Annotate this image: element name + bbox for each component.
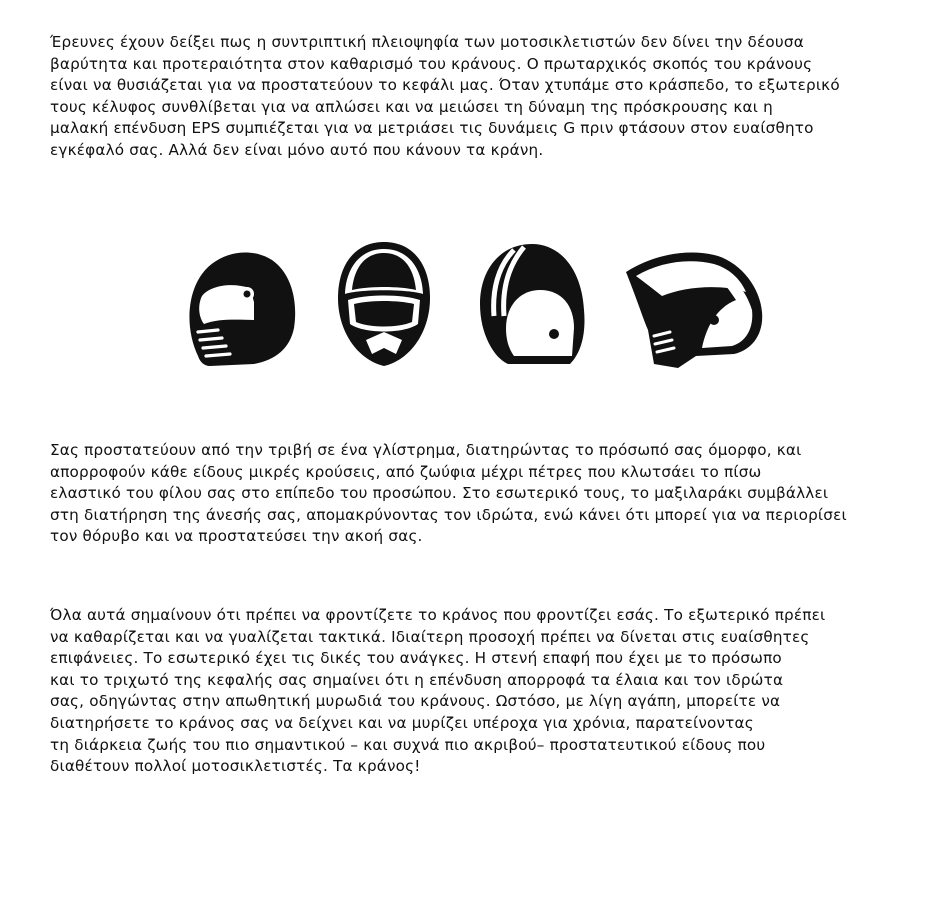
paragraph-line: σας, οδηγώντας στην απωθητική μυρωδιά του κράνους. Ωστόσο, με λίγη αγάπη, μπορείτε να: [50, 692, 781, 711]
paragraph-line: Σας προστατεύουν από την τριβή σε ένα γλίστρημα, διατηρώντας το πρόσωπό σας όμορφο, και: [50, 441, 802, 459]
paragraph-line: να καθαρίζεται και να γυαλίζεται τακτικά. Ιδιαίτερη προσοχή πρέπει να δίνεται στις ευαίσθητες: [50, 627, 810, 646]
paragraph-line: Έρευνες έχουν δείξει πως η συντριπτική πλειοψηφία των μοτοσικλετιστών δεν δίνει την δέουσα: [50, 33, 804, 51]
full-face-helmet-front-icon: [332, 236, 436, 371]
paragraph-line: τους κέλυφος συνθλίβεται για να απλώσει και να μειώσει τη δύναμη της πρόσκρουσης και η: [50, 97, 773, 116]
paragraph-care: [50, 605, 920, 778]
paragraph-line: τον θόρυβο και να προστατεύσει την ακοή σας.: [50, 527, 423, 546]
paragraph-line: ελαστικό του φίλου σας στο επίπεδο του προσώπου. Στο εσωτερικό τους, το μαξιλαράκι συμβάλλει: [50, 484, 829, 503]
paragraph-protection: [50, 440, 920, 548]
paragraph-line: στη διατήρηση της άνεσής σας, απομακρύνοντας τον ιδρώτα, ενώ κάνει ότι μπορεί για να περιορίσει: [50, 505, 847, 524]
paragraph-line: βαρύτητα και προτεραιότητα στον καθαρισμό του κράνους. Ο πρωταρχικός σκοπός του κράνους: [50, 54, 813, 73]
paragraph-line: είναι να θυσιάζεται για να προστατεύουν το κεφάλι μας. Όταν χτυπάμε στο κράσπεδο, το εξωτερικό: [50, 76, 840, 95]
paragraph-intro: [50, 32, 920, 162]
paragraph-line: διαθέτουν πολλοί μοτοσικλετιστές. Τα κράνος!: [50, 757, 421, 776]
paragraph-line: επιφάνειες. Το εσωτερικό έχει τις δικές του ανάγκες. Η στενή επαφή που έχει με το πρόσωπο: [50, 649, 782, 668]
paragraph-line: μαλακή επένδυση EPS συμπιέζεται για να μετριάσει τις δυνάμεις G πριν φτάσουν στον ευαίσθητο: [50, 119, 814, 138]
helmet-illustrations: [180, 236, 770, 371]
open-face-helmet-icon: [474, 236, 590, 371]
paragraph-line: απορροφούν κάθε είδους μικρές κρούσεις, από ζωύφια μέχρι πέτρες που κλωτσάει το πίσω: [50, 462, 762, 481]
paragraph-line: Όλα αυτά σημαίνουν ότι πρέπει να φροντίζετε το κράνος που φροντίζει εσάς. Το εξωτερικό πρέπει: [50, 606, 826, 624]
paragraph-line: και το τριχωτό της κεφαλής σας σημαίνει ότι η επένδυση απορροφά τα έλαια και τον ιδρώτα: [50, 670, 784, 689]
motocross-helmet-icon: [624, 236, 770, 371]
paragraph-line: τη διάρκεια ζωής του πιο σημαντικού – και συχνά πιο ακριβού– προστατευτικού είδους που: [50, 735, 766, 754]
full-face-helmet-side-icon: [184, 236, 300, 371]
paragraph-line: διατηρήσετε το κράνος σας να δείχνει και να μυρίζει υπέροχα για χρόνια, παρατείνοντας: [50, 713, 754, 732]
paragraph-line: εγκέφαλό σας. Αλλά δεν είναι μόνο αυτό που κάνουν τα κράνη.: [50, 140, 544, 159]
